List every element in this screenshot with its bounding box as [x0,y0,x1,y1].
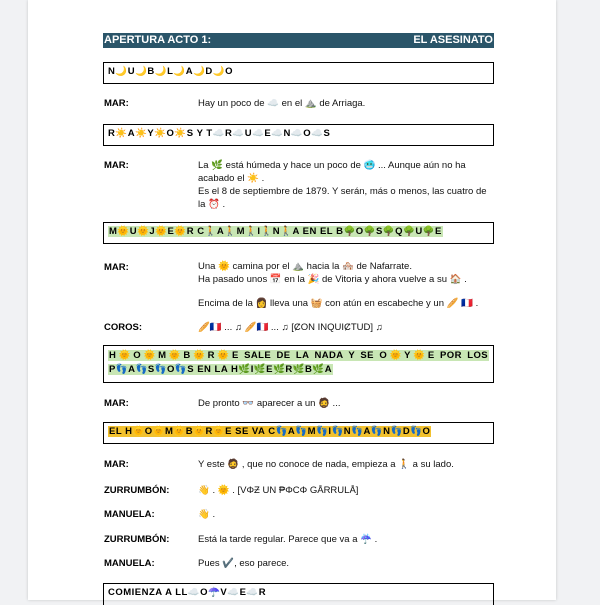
scene-box-comienza [103,583,494,605]
scene-box-hombre-sale [103,345,494,383]
dialogue-line: 👋 . 🌞 . [VΦƵ UN ₱ΦϹΦ GÅRRULÅ] [198,485,359,496]
dialogue-line: acabado el ☀️ . [198,173,265,184]
speaker-label: MAR: [104,398,129,409]
dialogue-line: Está la tarde regular. Parece que va a ☔ . [198,534,378,545]
act-header-subtitle: EL ASESINATO [413,34,493,46]
scene-box-text: R☀️A☀️Y☀️O☀️S Y T☁️R☁️U☁️E☁️N☁️O☁️S [108,128,331,139]
speaker-label: MAR: [104,459,129,470]
act-header-title: APERTURA ACTO 1: [104,34,212,46]
scene-box-text: COMIENZA A LL☁️O☂️V☁️E☁️R [108,587,267,598]
speaker-label: ZURRUMBÓN: [104,485,170,496]
dialogue-line: Ha pasado unos 📅 en la 🎉 de Vitoria y ahora vuelve a su 🏠 . [198,274,467,285]
dialogue-line: De pronto 👓 aparecer a un 🧔 ... [198,398,341,409]
scene-box-nublado [103,62,494,84]
scene-box-hombre-va [103,422,494,444]
speaker-label: ZURRUMBÓN: [104,534,170,545]
scene-box-text: H🌞O🌞M🌞B🌞R🌞E SALE DE LA NADA Y SE O🌞Y🌞E POR LOS [109,350,488,361]
scene-box-text: N🌙U🌙B🌙L🌙A🌙D🌙O [108,66,233,77]
dialogue-line: La 🌿 está húmeda y hace un poco de 🥶 ... Aunque aún no ha [198,160,466,171]
speaker-label: MAR: [104,160,129,171]
scene-box-text: EL H🌞O🌞M🌞B🌞R🌞E SE VA C👣A👣M👣I👣N👣A👣N👣D👣O [109,426,431,437]
act-header [103,33,494,48]
speaker-label: MAR: [104,98,129,109]
speaker-label: COROS: [104,322,142,333]
dialogue-line: la ⏰ . [198,199,226,210]
dialogue-line: Y este 🧔 , que no conoce de nada, empieza a 🚶 a su lado. [198,459,454,470]
dialogue-line: Encima de la 👩 lleva una 🧺 con atún en escabeche y un 🥖 🇫🇷 . [198,298,479,309]
dialogue-line: Es el 8 de septiembre de 1879. Y serán, más o menos, las cuatro de [198,186,487,197]
document-page [28,0,556,600]
dialogue-line: Hay un poco de ☁️ en el ⛰️ de Arriaga. [198,98,366,109]
scene-box-mujer [103,222,494,244]
scene-box-lines [108,349,489,363]
dialogue-line: 🥖🇫🇷 ... ♫ 🥖🇫🇷 ... ♫ [ȻON INQUIȻTUD] ♫ [198,322,383,333]
dialogue-line: 👋 . [198,509,216,520]
scene-box-lines [108,363,489,377]
scene-box-rayos [103,124,494,146]
speaker-label: MAR: [104,262,129,273]
dialogue-line: Una 🌞 camina por el ⛰️ hacia la 🏘️ de Nafarrate. [198,261,412,272]
scene-box-text: P👣A👣S👣O👣S EN LA H🌿I🌿E🌿R🌿B🌿A [109,364,333,375]
speaker-label: MANUELA: [104,558,155,569]
dialogue-line: Pues ✔️, eso parece. [198,558,290,569]
scene-box-text: M🌞U🌞J🌞E🌞R C🚶A🚶M🚶I🚶N🚶A EN EL B🌳O🌳S🌳Q🌳U🌳E [109,226,442,237]
speaker-label: MANUELA: [104,509,155,520]
